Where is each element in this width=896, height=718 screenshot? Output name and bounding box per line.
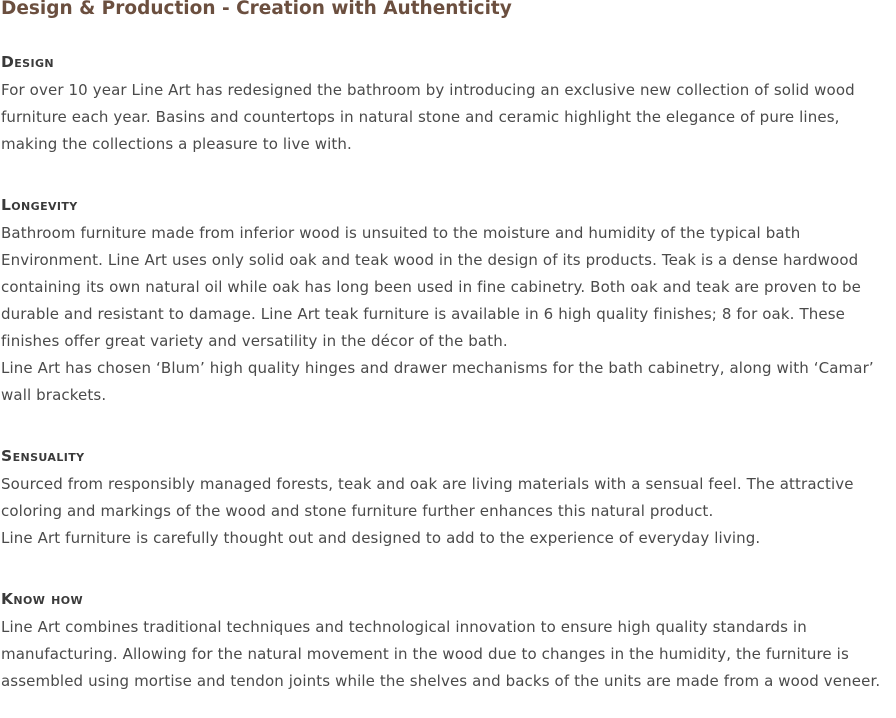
section-heading-know-how: Know how xyxy=(1,590,83,608)
section-body-longevity xyxy=(1,220,896,409)
paragraph: For over 10 year Line Art has redesigned the bathroom by introducing an exclusive new collection of solid wood furniture each year. Basins and countertops in natural stone and ceramic highlight the elegance of pure lines, making the collections a pleasure to live with. xyxy=(1,81,855,153)
section-body-design xyxy=(1,77,896,158)
section-longevity xyxy=(1,195,896,409)
section-heading-design: Design xyxy=(1,53,55,71)
page-title: Design & Production - Creation with Authenticity xyxy=(1,0,512,19)
section-body-sensuality xyxy=(1,471,896,552)
section-know-how xyxy=(1,589,896,695)
section-heading-longevity: Longevity xyxy=(1,196,78,214)
paragraph: Sourced from responsibly managed forests, teak and oak are living materials with a sensual feel. The attractive coloring and markings of the wood and stone furniture further enhances this natural product. xyxy=(1,475,854,520)
paragraph: Bathroom furniture made from inferior wood is unsuited to the moisture and humidity of the typical bath Environment. Line Art uses only solid oak and teak wood in the design of its products. Teak is a dense hardwood containing its own natural oil while oak has long been used in fine cabinetry. Both oak and teak are proven to be durable and resistant to damage. Line Art teak furniture is available in 6 high quality finishes; 8 for oak. These finishes offer great variety and versatility in the décor of the bath. xyxy=(1,224,861,350)
section-body-know-how xyxy=(1,614,896,695)
section-sensuality xyxy=(1,446,896,552)
section-design xyxy=(1,52,896,158)
paragraph: Line Art combines traditional techniques and technological innovation to ensure high quality standards in manufacturing. Allowing for the natural movement in the wood due to changes in the humidity, the furniture is assembled using mortise and tendon joints while the shelves and backs of the units are made from a wood veneer. xyxy=(1,618,881,690)
paragraph: Line Art has chosen ‘Blum’ high quality hinges and drawer mechanisms for the bath cabinetry, along with ‘Camar’ wall brackets. xyxy=(1,359,874,404)
paragraph: Line Art furniture is carefully thought out and designed to add to the experience of everyday living. xyxy=(1,529,761,547)
section-heading-sensuality: Sensuality xyxy=(1,447,85,465)
